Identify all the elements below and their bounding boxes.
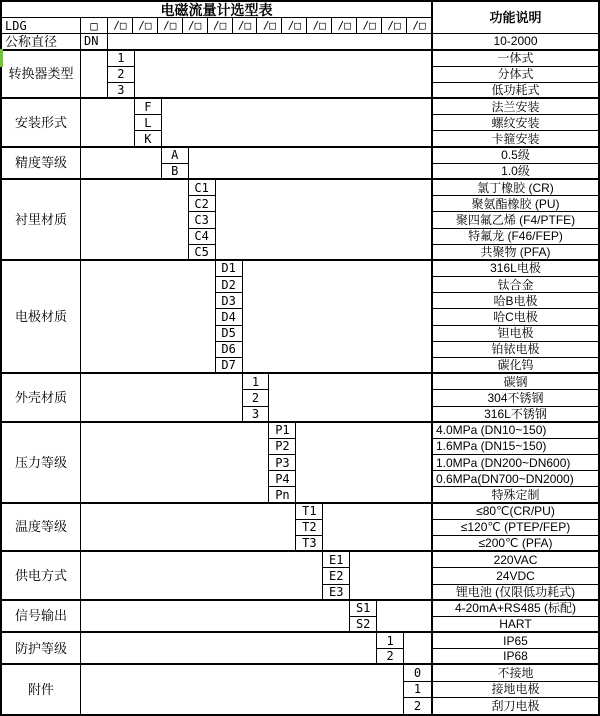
model-first-box: □ — [81, 18, 108, 34]
model-prefix: LDG — [2, 18, 81, 34]
empty-span — [81, 261, 216, 374]
desc-cell: ≤120℃ (PTEP/FEP) — [431, 520, 598, 536]
desc-cell: 哈B电极 — [431, 293, 598, 309]
section-label: 温度等级 — [2, 504, 81, 553]
code-cell: DN — [81, 34, 108, 50]
empty-span — [108, 34, 431, 50]
desc-cell: 刮刀电极 — [431, 698, 598, 714]
code-cell: E1 — [323, 552, 350, 568]
empty-span — [81, 665, 404, 714]
model-slot: /□ — [412, 19, 426, 33]
code-cell: 1 — [108, 51, 135, 67]
section-label: 精度等级 — [2, 148, 81, 180]
code-cell: T3 — [296, 536, 323, 552]
section-label: 公称直径 — [2, 34, 81, 50]
empty-span — [404, 633, 431, 665]
model-slots — [108, 18, 431, 34]
empty-span — [81, 51, 108, 100]
empty-span — [81, 633, 377, 665]
desc-cell: 4.0MPa (DN10~150) — [431, 423, 598, 439]
empty-span — [81, 552, 323, 601]
code-cell: Pn — [269, 487, 296, 503]
model-slot: /□ — [307, 18, 332, 33]
code-cell: 2 — [413, 698, 422, 713]
section-label: 衬里材质 — [2, 180, 81, 261]
section-label: 外壳材质 — [2, 374, 81, 423]
desc-cell: ≤200℃ (PFA) — [431, 536, 598, 552]
desc-cell: 氯丁橡胶 (CR) — [431, 180, 598, 196]
empty-span — [81, 504, 296, 553]
model-slot: /□ — [133, 18, 158, 33]
section-label: 附件 — [2, 665, 81, 714]
section-label: 电极材质 — [2, 261, 81, 374]
desc-cell: 铂铱电极 — [431, 342, 598, 358]
empty-span — [269, 374, 431, 423]
model-slot: /□ — [357, 18, 382, 33]
code-cell: 2 — [377, 649, 404, 665]
code-cell: P1 — [269, 423, 296, 439]
model-slot: /□ — [208, 18, 233, 33]
code-cell: 2 — [108, 67, 135, 83]
code-cell: D2 — [216, 277, 243, 293]
scan-artifact — [0, 49, 3, 67]
desc-cell: 0.6MPa(DN700~DN2000) — [431, 471, 598, 487]
empty-span — [81, 99, 135, 148]
desc-cell: ≤80℃(CR/PU) — [431, 504, 598, 520]
section-label: 信号输出 — [2, 601, 81, 633]
selection-grid — [2, 2, 598, 714]
desc-cell: 1.6MPa (DN15~150) — [431, 439, 598, 455]
code-cell: S1 — [350, 601, 377, 617]
desc-cell: 0.5级 — [431, 148, 598, 164]
desc-cell: 聚四氟乙烯 (F4/PTFE) — [431, 212, 598, 228]
desc-cell: HART — [431, 617, 598, 633]
desc-cell: 螺纹安装 — [431, 115, 598, 131]
code-cell: D5 — [216, 326, 243, 342]
model-slot: /□ — [233, 18, 258, 33]
code-cell: D7 — [216, 358, 243, 374]
desc-cell: 碳钢 — [431, 374, 598, 390]
section-label: 供电方式 — [2, 552, 81, 601]
code-cell: 2 — [243, 390, 270, 406]
empty-span — [81, 148, 162, 180]
empty-span — [189, 148, 431, 180]
code-cell: B — [162, 164, 189, 180]
desc-cell: 法兰安装 — [431, 99, 598, 115]
model-slot: /□ — [257, 18, 282, 33]
model-slot: /□ — [332, 18, 357, 33]
code-cell: A — [162, 148, 189, 164]
desc-cell: 哈C电极 — [431, 309, 598, 325]
code-cell: P3 — [269, 455, 296, 471]
code-cell: 1 — [377, 633, 404, 649]
empty-span — [323, 504, 431, 553]
desc-cell: 不接地 — [431, 665, 598, 681]
desc-cell: 1.0级 — [431, 164, 598, 180]
code-cell: D1 — [216, 261, 243, 277]
desc-cell: 接地电极 — [431, 682, 598, 698]
desc-cell: 304不锈钢 — [431, 390, 598, 406]
desc-cell: 锂电池 (仅限低功耗式) — [431, 585, 598, 601]
code-cell: C5 — [189, 245, 216, 261]
code-cell: 0 — [404, 665, 431, 681]
code-cell: 3 — [108, 83, 135, 99]
desc-cell: 1.0MPa (DN200~DN600) — [431, 455, 598, 471]
desc-cell: 聚氨酯橡胶 (PU) — [431, 196, 598, 212]
desc-cell: 10-2000 — [431, 34, 598, 50]
code-cell: T1 — [296, 504, 323, 520]
desc-cell: 共聚物 (PFA) — [431, 245, 598, 261]
desc-cell: 4-20mA+RS485 (标配) — [431, 601, 598, 617]
empty-span — [81, 601, 350, 633]
model-slot: /□ — [158, 18, 183, 33]
section-label: 压力等级 — [2, 423, 81, 504]
desc-cell: 316L不锈钢 — [431, 407, 598, 423]
empty-span — [81, 180, 189, 261]
code-cell: D4 — [216, 309, 243, 325]
section-label: 安装形式 — [2, 99, 81, 148]
code-cell: E3 — [323, 585, 350, 601]
code-cell: L — [135, 115, 162, 131]
code-cell: C4 — [189, 229, 216, 245]
desc-cell: 316L电极 — [431, 261, 598, 277]
code-cell: P2 — [269, 439, 296, 455]
code-cell: S2 — [350, 617, 377, 633]
empty-span — [81, 374, 243, 423]
desc-cell: 特氟龙 (F46/FEP) — [431, 229, 598, 245]
function-header: 功能说明 — [431, 2, 598, 34]
empty-span — [243, 261, 431, 374]
section-label: 转换器类型 — [2, 51, 81, 100]
desc-cell: 卡箍安装 — [431, 131, 598, 147]
empty-span — [350, 552, 431, 601]
desc-cell: 碳化钨 — [431, 358, 598, 374]
code-cell: 1 — [243, 374, 270, 390]
model-slot: /□ — [382, 18, 407, 33]
desc-cell: IP68 — [431, 649, 598, 665]
code-cell: K — [135, 131, 162, 147]
code-cell: T2 — [296, 520, 323, 536]
desc-cell: 钛合金 — [431, 277, 598, 293]
desc-cell: 220VAC — [431, 552, 598, 568]
desc-cell: 钽电极 — [431, 326, 598, 342]
desc-cell: 低功耗式 — [431, 83, 598, 99]
desc-cell: 分体式 — [431, 67, 598, 83]
code-cell: C3 — [189, 212, 216, 228]
model-slot: /□ — [183, 18, 208, 33]
empty-span — [377, 601, 431, 633]
empty-span — [216, 180, 431, 261]
code-cell: C1 — [189, 180, 216, 196]
desc-cell: 一体式 — [431, 51, 598, 67]
code-cell: F — [135, 99, 162, 115]
code-cell: D6 — [216, 342, 243, 358]
desc-cell: 24VDC — [431, 568, 598, 584]
code-cell: C2 — [189, 196, 216, 212]
desc-cell: IP65 — [431, 633, 598, 649]
code-cell: D3 — [216, 293, 243, 309]
empty-span — [162, 99, 431, 148]
empty-span — [135, 51, 431, 100]
desc-cell: 特殊定制 — [431, 487, 598, 503]
model-slot: /□ — [108, 18, 133, 33]
code-cell: E2 — [323, 568, 350, 584]
model-slot: /□ — [282, 18, 307, 33]
code-cell: 1 — [404, 682, 431, 698]
section-label: 防护等级 — [2, 633, 81, 665]
empty-span — [296, 423, 431, 504]
empty-span — [81, 423, 269, 504]
code-cell: 3 — [243, 407, 270, 423]
table-title: 电磁流量计选型表 — [2, 2, 431, 18]
code-cell: P4 — [269, 471, 296, 487]
